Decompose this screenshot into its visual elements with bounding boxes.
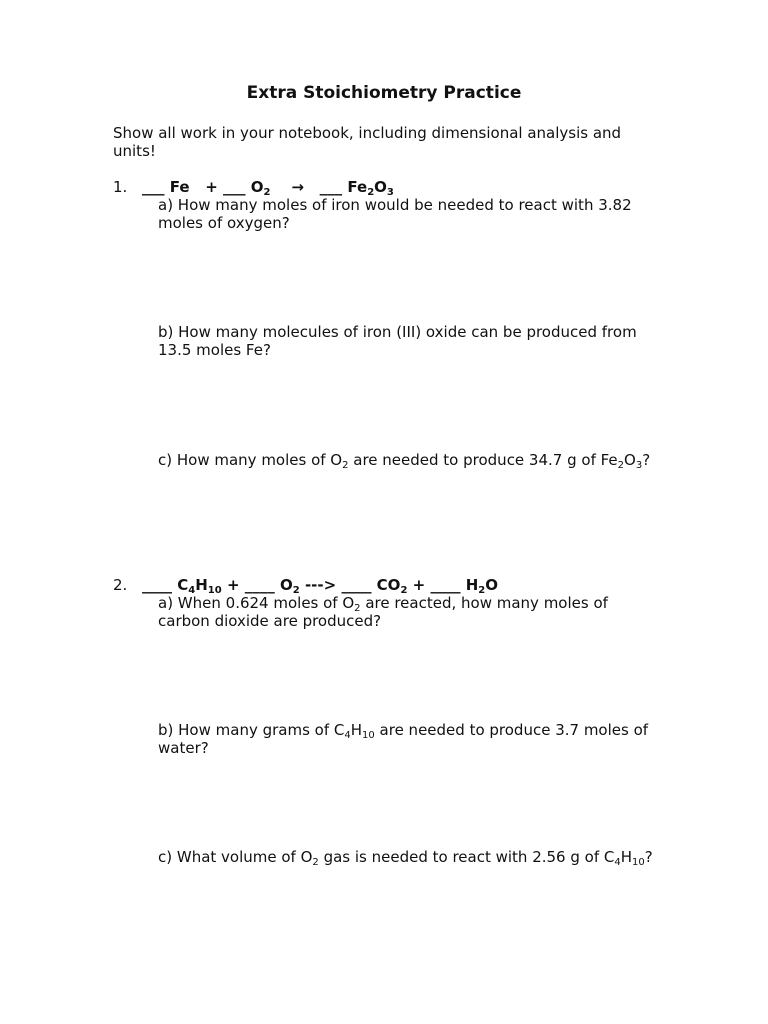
instructions-text: Show all work in your notebook, including dimensional analysis and units! [113, 124, 622, 160]
page-title: Extra Stoichiometry Practice [246, 83, 522, 103]
problem-number: 1. [113, 178, 128, 196]
question-1c: c) How many moles of $O_2$ are needed to produce 34.7 g of $Fe_2O_3$? [158, 451, 651, 471]
question-2c: c) What volume of $O_2$ gas is needed to react with 2.56 g of $C_4H_{10}$? [158, 848, 653, 868]
question-1a: a) How many moles of iron would be needed to react with 3.82 moles of oxygen? [158, 196, 632, 232]
chemical-equation: ___ Fe + ___ $O_2$ → ___ $Fe_2O_3$ [142, 178, 394, 198]
problem-1 [113, 178, 673, 198]
problem-number: 2. [113, 576, 128, 594]
question-1b: b) How many molecules of iron (III) oxide can be produced from 13.5 moles Fe? [158, 323, 637, 359]
question-2b: b) How many grams of $C_4H_{10}$ are needed to produce 3.7 moles of water? [158, 721, 649, 757]
problem-2 [113, 576, 673, 596]
question-2a: a) When 0.624 moles of $O_2$ are reacted, how many moles of carbon dioxide are produced? [158, 594, 608, 630]
chemical-equation: ____ $C_4H_{10}$ + ____ $O_2$ ---> ____ $CO_2$ + ____ $H_2O$ [142, 576, 498, 596]
